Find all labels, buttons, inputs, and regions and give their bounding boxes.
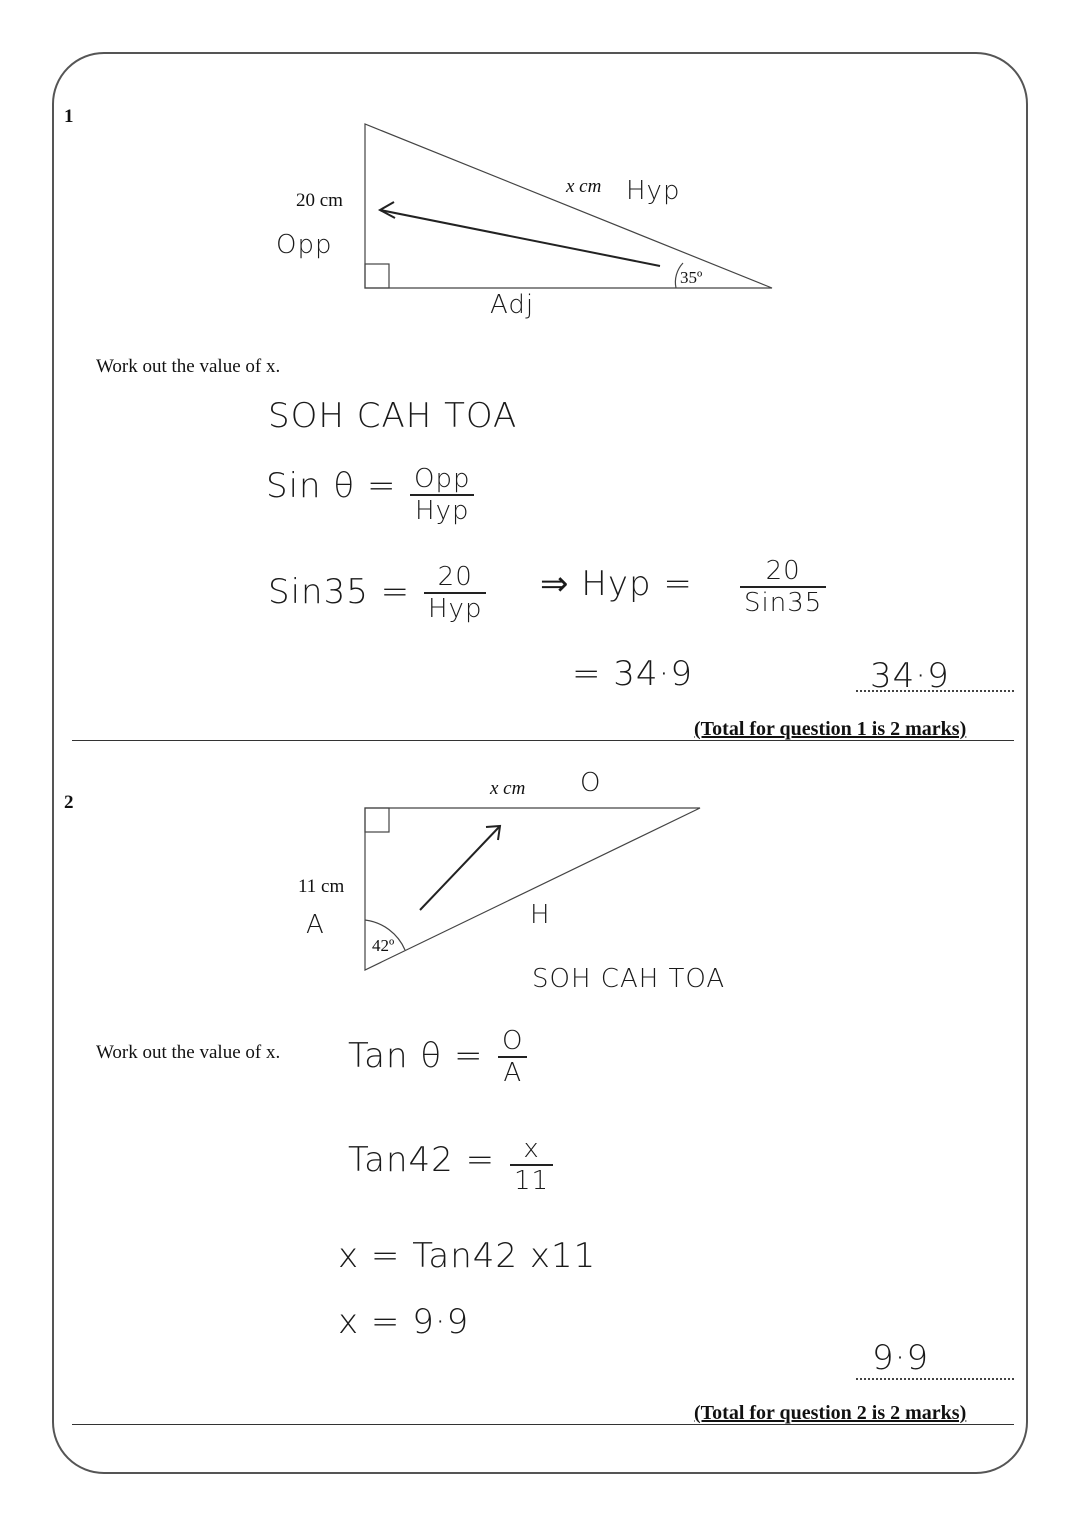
q2-sub-fraction (510, 1134, 553, 1196)
q1-side-label: 20 cm (296, 190, 343, 211)
q2-divider (72, 1424, 1014, 1425)
q2-side-label: 11 cm (298, 876, 345, 897)
q1-hw-hyp: Hyp (626, 176, 681, 206)
q1-formula-den: Hyp (415, 496, 470, 526)
q1-formula-left: Sin θ = (266, 466, 397, 506)
q1-sub-fraction (424, 562, 486, 624)
q2-sub-left: Tan42 = (348, 1140, 496, 1180)
q1-sub-left: Sin35 = (268, 572, 411, 612)
q1-formula-num: Opp (410, 464, 474, 496)
q1-result: = 34·9 (572, 654, 693, 694)
q1-hw-adj: Adj (490, 290, 535, 320)
q1-formula-fraction (410, 464, 474, 526)
q1-sub-den: Hyp (428, 594, 483, 624)
q1-hw-opp: Opp (276, 230, 333, 260)
q2-formula-left: Tan θ = (348, 1036, 484, 1076)
q1-answer: 34·9 (870, 656, 950, 696)
q2-answer-line (856, 1378, 1014, 1380)
q1-arrow-den: Sin35 (744, 588, 823, 618)
q1-hyp-label: x cm (566, 176, 602, 197)
q1-arrow-left: ⇒ Hyp = (540, 564, 693, 604)
q2-instruction: Work out the value of x. (96, 1042, 281, 1063)
q2-mnemonic: SOH CAH TOA (532, 964, 726, 994)
q2-hyp-label: x cm (490, 778, 526, 799)
q2-formula-fraction (498, 1026, 527, 1088)
q2-hw-h: H (530, 900, 551, 930)
q2-formula-den: A (503, 1058, 523, 1088)
q1-angle-label: 35º (680, 268, 703, 287)
q2-hw-o: O (580, 768, 602, 798)
q2-line3: x = Tan42 x11 (338, 1236, 597, 1276)
q2-right-angle (365, 808, 389, 832)
q2-total: (Total for question 2 is 2 marks) (694, 1402, 967, 1424)
q1-number: 1 (64, 106, 74, 127)
q1-instruction: Work out the value of x. (96, 356, 281, 377)
q1-triangle (365, 124, 772, 288)
q2-angle-label: 42º (372, 936, 395, 955)
q2-hw-a: A (306, 910, 325, 940)
q2-sub-num: x (510, 1134, 553, 1166)
q2-sub-den: 11 (514, 1166, 550, 1196)
q1-answer-line (856, 690, 1014, 692)
q1-pointer-arrow (380, 210, 660, 266)
q1-arrow-fraction (740, 556, 826, 618)
q1-divider (72, 740, 1014, 741)
q2-number: 2 (64, 792, 74, 813)
q1-right-angle (365, 264, 389, 288)
q1-arrow-num: 20 (740, 556, 826, 588)
q1-total: (Total for question 1 is 2 marks) (694, 718, 967, 740)
q1-sub-num: 20 (424, 562, 486, 594)
q2-formula-num: O (498, 1026, 527, 1058)
q2-pointer-arrow (420, 826, 500, 910)
q1-mnemonic: SOH CAH TOA (268, 396, 518, 436)
q2-triangle (365, 808, 700, 970)
q2-answer: 9·9 (872, 1338, 930, 1378)
q2-line4: x = 9·9 (338, 1302, 470, 1342)
